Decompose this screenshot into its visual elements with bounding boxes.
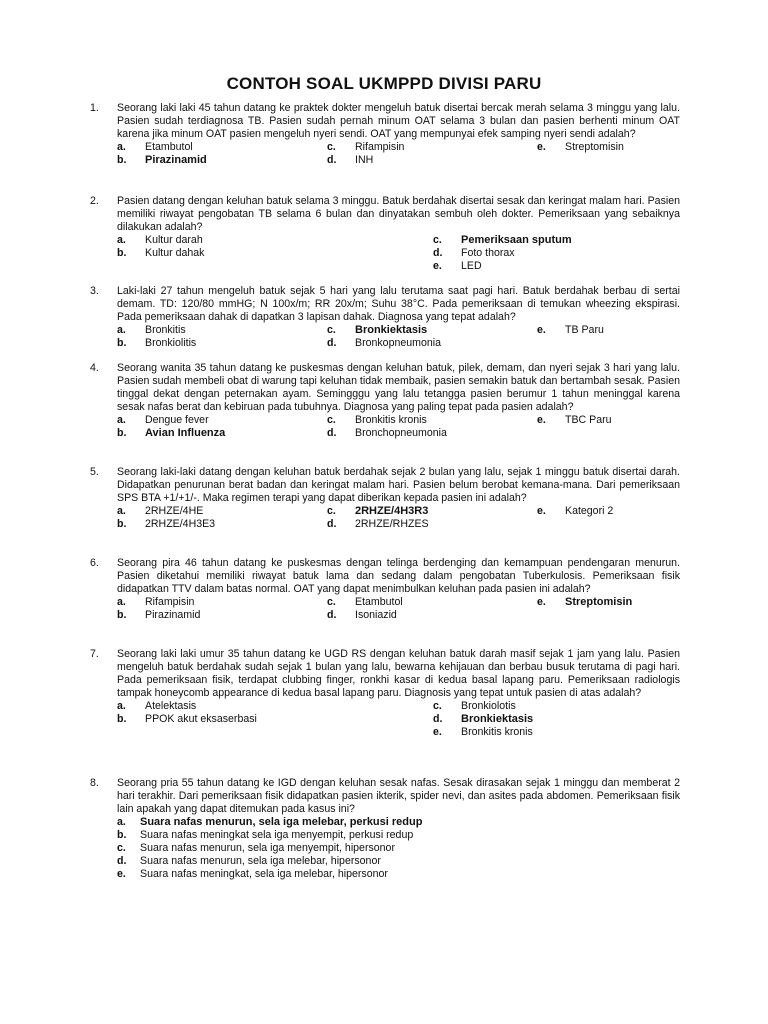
option-text: Atelektasis bbox=[145, 700, 197, 712]
option-letter: e. bbox=[537, 505, 546, 517]
option-d bbox=[117, 855, 680, 868]
page-title: CONTOH SOAL UKMPPD DIVISI PARU bbox=[226, 74, 542, 93]
option-letter: a. bbox=[117, 505, 126, 517]
question-text: Seorang pria 55 tahun datang ke IGD dengan keluhan sesak nafas. Sesak dirasakan sejak 1 minggu dan memberat 2 hari terakhir. Dari pemeriksaan fisik didapatkan pasien ikterik, spider nevi, dan asites pada abdomen. Pemeriksaan fisik lain apakah yang dapat ditemukan pada kasus ini? bbox=[117, 777, 680, 815]
option-letter: d. bbox=[327, 518, 337, 530]
option-text: Pirazinamid bbox=[145, 154, 207, 166]
option-text: Bronkitis kronis bbox=[355, 414, 427, 426]
option-text: Streptomisin bbox=[565, 141, 624, 153]
option-text: 2RHZE/4H3R3 bbox=[355, 505, 429, 517]
option-text: Bronkitis bbox=[145, 324, 186, 336]
option-grid bbox=[117, 414, 680, 440]
option-text: Bronkiolotis bbox=[461, 700, 516, 712]
option-letter: d. bbox=[433, 247, 443, 259]
option-text: Pemeriksaan sputum bbox=[461, 234, 572, 246]
question-4 bbox=[90, 362, 680, 440]
option-letter: e. bbox=[433, 726, 442, 738]
option-letter: e. bbox=[433, 260, 442, 272]
option-letter: b. bbox=[117, 518, 127, 530]
option-text: Rifampisin bbox=[145, 596, 195, 608]
option-letter: a. bbox=[117, 414, 126, 426]
option-letter: e. bbox=[537, 324, 546, 336]
option-letter: a. bbox=[117, 234, 126, 246]
option-text: Rifampisin bbox=[355, 141, 405, 153]
option-grid bbox=[117, 141, 680, 167]
option-text: Etambutol bbox=[355, 596, 403, 608]
question-number: 8. bbox=[90, 777, 99, 789]
option-text: Suara nafas menurun, sela iga melebar, hipersonor bbox=[140, 855, 381, 867]
option-text: Bronkitis kronis bbox=[461, 726, 533, 738]
option-text: Suara nafas menurun, sela iga menyempit, hipersonor bbox=[140, 842, 395, 854]
option-letter: b. bbox=[117, 154, 127, 166]
option-letter: a. bbox=[117, 700, 126, 712]
option-text: 2RHZE/RHZES bbox=[355, 518, 429, 530]
question-number: 5. bbox=[90, 466, 99, 478]
option-text: Bronchopneumonia bbox=[355, 427, 447, 439]
option-letter: b. bbox=[117, 247, 127, 259]
option-text: Suara nafas meningkat, sela iga melebar, hipersonor bbox=[140, 868, 388, 880]
question-3 bbox=[90, 285, 680, 350]
question-number: 6. bbox=[90, 557, 99, 569]
option-list bbox=[117, 816, 680, 881]
option-letter: e. bbox=[537, 596, 546, 608]
option-text: Dengue fever bbox=[145, 414, 209, 426]
option-text: Kategori 2 bbox=[565, 505, 614, 517]
option-letter: a. bbox=[117, 596, 126, 608]
option-text: INH bbox=[355, 154, 374, 166]
option-grid bbox=[117, 234, 680, 272]
option-letter: e. bbox=[537, 141, 546, 153]
option-letter: e. bbox=[537, 414, 546, 426]
option-letter: c. bbox=[117, 842, 126, 854]
option-a bbox=[117, 816, 680, 829]
option-letter: d. bbox=[117, 855, 127, 867]
option-letter: b. bbox=[117, 609, 127, 621]
option-letter: a. bbox=[117, 324, 126, 336]
option-letter: d. bbox=[327, 427, 337, 439]
question-text: Seorang laki-laki datang dengan keluhan batuk berdahak sejak 2 bulan yang lalu, sejak 1 minggu batuk disertai darah. Didapatkan penurunan berat badan dan keringat malam hari. Pasien belum berobat kemana-mana. Dari pemeriksaan SPS BTA +1/+1/-. Maka regimen terapi yang dapat diberikan kepada pasien ini adalah? bbox=[117, 466, 680, 504]
option-letter: d. bbox=[433, 713, 443, 725]
option-letter: b. bbox=[117, 427, 127, 439]
question-8 bbox=[90, 777, 680, 881]
question-6 bbox=[90, 557, 680, 622]
option-letter: c. bbox=[327, 414, 336, 426]
option-text: Foto thorax bbox=[461, 247, 515, 259]
option-letter: a. bbox=[117, 141, 126, 153]
option-letter: a. bbox=[117, 816, 126, 828]
option-text: Kultur dahak bbox=[145, 247, 205, 259]
option-text: 2RHZE/4H3E3 bbox=[145, 518, 216, 530]
question-number: 2. bbox=[90, 195, 99, 207]
option-e bbox=[117, 868, 680, 881]
option-text: Suara nafas meningkat sela iga menyempit, perkusi redup bbox=[140, 829, 414, 841]
option-text: 2RHZE/4HE bbox=[145, 505, 204, 517]
question-number: 3. bbox=[90, 285, 99, 297]
question-7 bbox=[90, 648, 680, 739]
question-text: Laki-laki 27 tahun mengeluh batuk sejak 5 hari yang lalu terutama saat pagi hari. Batuk berdahak berbau di sertai demam. TD: 120/80 mmHG; N 100x/m; RR 20x/m; Suhu 38°C. Pada pemeriksaan di temukan wheezing ekspirasi. Pada pemeriksaan dahak di dapatkan 3 lapisan dahak. Diagnosa yang tepat adalah? bbox=[117, 285, 680, 323]
option-letter: c. bbox=[327, 596, 336, 608]
question-number: 1. bbox=[90, 102, 99, 114]
question-text: Pasien datang dengan keluhan batuk selama 3 minggu. Batuk berdahak disertai sesak dan keringat malam hari. Pasien memiliki riwayat pengobatan TB selama 6 bulan dan dinyatakan sembuh oleh dokter. Pemeriksaan yang sebaiknya dilakukan adalah? bbox=[117, 195, 680, 233]
option-letter: d. bbox=[327, 337, 337, 349]
option-c bbox=[117, 842, 680, 855]
option-text: Bronkiektasis bbox=[461, 713, 534, 725]
option-text: Pirazinamid bbox=[145, 609, 201, 621]
option-text: Bronkiektasis bbox=[355, 324, 428, 336]
option-grid bbox=[117, 596, 680, 622]
option-grid bbox=[117, 700, 680, 739]
option-grid bbox=[117, 324, 680, 350]
option-letter: c. bbox=[327, 505, 336, 517]
question-number: 7. bbox=[90, 648, 99, 660]
option-letter: c. bbox=[327, 324, 336, 336]
option-letter: c. bbox=[433, 234, 442, 246]
question-text: Seorang laki laki umur 35 tahun datang ke UGD RS dengan keluhan batuk darah masif sejak 1 jam yang lalu. Pasien mengeluh batuk berdahak sudah sejak 1 bulan yang lalu, bewarna kehijauan dan berbau busuk terutama di pagi hari. Pada pemeriksaan fisik, terdapat clubbing finger, ronkhi kasar di kedua basal lapang paru. Pemeriksaan radiologis tampak honeycomb appearance di kedua basal lapang paru. Diagnosis yang tepat untuk pasien di atas adalah? bbox=[117, 648, 680, 699]
option-text: Suara nafas menurun, sela iga melebar, perkusi redup bbox=[140, 816, 423, 828]
option-grid bbox=[117, 505, 680, 531]
option-letter: d. bbox=[327, 609, 337, 621]
option-letter: d. bbox=[327, 154, 337, 166]
option-text: Isoniazid bbox=[355, 609, 397, 621]
option-b bbox=[117, 829, 680, 842]
option-text: Etambutol bbox=[145, 141, 193, 153]
option-text: Bronkiolitis bbox=[145, 337, 197, 349]
option-text: TB Paru bbox=[565, 324, 604, 336]
option-text: Avian Influenza bbox=[145, 427, 226, 439]
option-text: Bronkopneumonia bbox=[355, 337, 441, 349]
question-5 bbox=[90, 466, 680, 531]
option-text: TBC Paru bbox=[565, 414, 612, 426]
option-text: Kultur darah bbox=[145, 234, 203, 246]
option-text: LED bbox=[461, 260, 482, 272]
option-letter: b. bbox=[117, 337, 127, 349]
option-letter: c. bbox=[327, 141, 336, 153]
option-text: Streptomisin bbox=[565, 596, 633, 608]
question-text: Seorang laki laki 45 tahun datang ke praktek dokter mengeluh batuk disertai bercak merah selama 3 minggu yang lalu. Pasien sudah terdiagnosa TB. Pasien sudah pernah minum OAT selama 3 bulan dan pasien berhenti minum OAT karena jika minum OAT pasien mengeluh nyeri sendi. OAT yang mempunyai efek samping nyeri sendi adalah? bbox=[117, 102, 680, 140]
question-text: Seorang pira 46 tahun datang ke puskesmas dengan telinga berdenging dan kemampuan pendengaran menurun. Pasien diketahui memiliki riwayat batuk lama dan sedang dalam pengobatan Tuberkulosis. Pemeriksaan fisik didapatkan TTV dalam batas normal. OAT yang dapat menimbulkan keluhan pada pasien ini adalah? bbox=[117, 557, 680, 595]
option-letter: b. bbox=[117, 829, 127, 841]
question-2 bbox=[90, 195, 680, 272]
question-1 bbox=[90, 102, 680, 167]
option-letter: c. bbox=[433, 700, 442, 712]
question-text: Seorang wanita 35 tahun datang ke puskesmas dengan keluhan batuk, pilek, demam, dan nyeri sejak 3 hari yang lalu. Pasien sudah membeli obat di warung tapi keluhan tidak membaik, pasien semakin batuk dan bertambah sesak. Pasien tinggal dekat dengan peternakan ayam. Semingggu yang lalu tetangga pasien berumur 1 tahun meninggal karena sesak nafas berat dan kebiruan pada tubuhnya. Diagnosa yang paling tepat pada pasien adalah? bbox=[117, 362, 680, 413]
question-number: 4. bbox=[90, 362, 99, 374]
option-text: PPOK akut eksaserbasi bbox=[145, 713, 257, 725]
option-letter: b. bbox=[117, 713, 127, 725]
option-letter: e. bbox=[117, 868, 126, 880]
